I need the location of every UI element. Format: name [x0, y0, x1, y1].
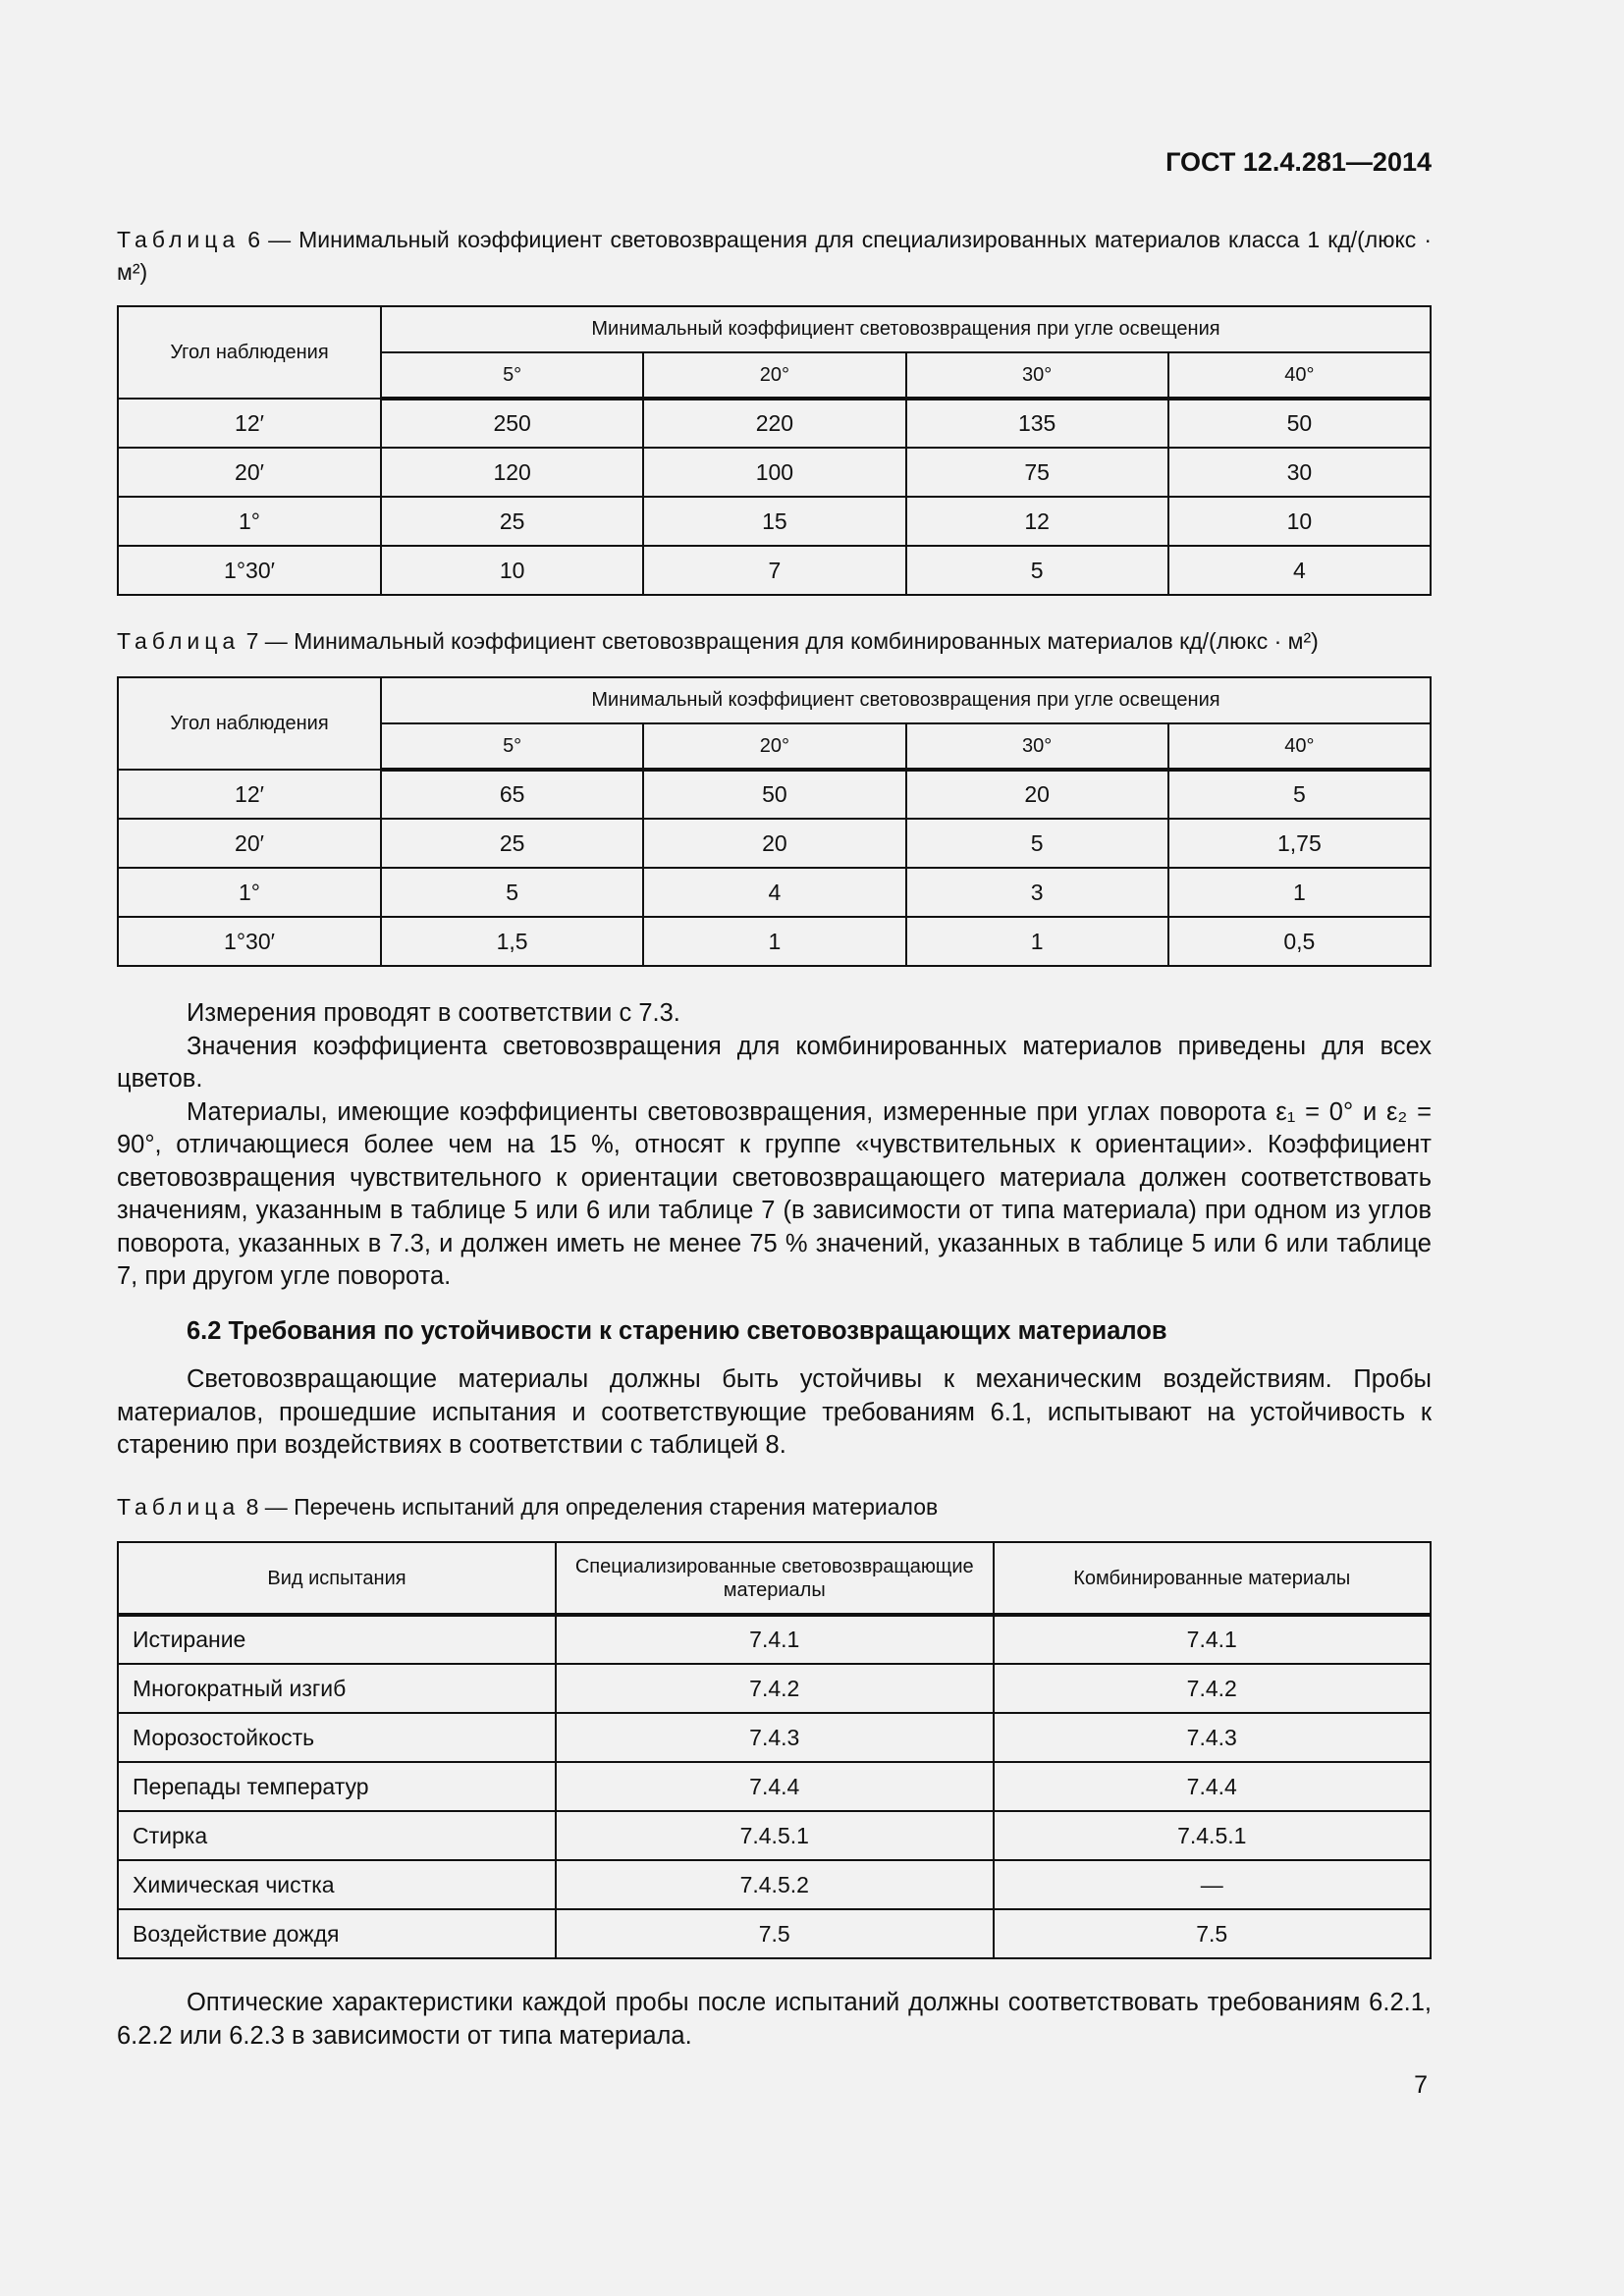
table7-row-angle: 1° — [118, 868, 381, 917]
table-cell: 7.4.1 — [994, 1615, 1432, 1664]
table-cell: 7.4.3 — [994, 1713, 1432, 1762]
table7-header-5: 5° — [381, 723, 643, 770]
table-cell: 50 — [1168, 399, 1431, 448]
table-row — [118, 868, 1431, 917]
table-row — [118, 1713, 1431, 1762]
table-cell: 10 — [1168, 497, 1431, 546]
document-code: ГОСТ 12.4.281—2014 — [1165, 147, 1432, 177]
table6-caption-text: 6 — Минимальный коэффициент световозвращения для специализированных материалов класса 1 кд/(люкс · м²) — [117, 227, 1432, 285]
table-cell: 25 — [381, 497, 643, 546]
body-text-final — [117, 1987, 1432, 2053]
table-cell: 65 — [381, 770, 643, 819]
paragraph: Значения коэффициента световозвращения для комбинированных материалов приведены для всех цветов. — [117, 1032, 1432, 1093]
table-cell: 7.4.5.1 — [994, 1811, 1432, 1860]
table-row — [118, 770, 1431, 819]
table6-row-angle: 1° — [118, 497, 381, 546]
table-cell: 7.4.5.2 — [556, 1860, 994, 1909]
table-row — [118, 448, 1431, 497]
table-cell: 7.5 — [556, 1909, 994, 1958]
table-cell: 4 — [643, 868, 905, 917]
table-cell: 7.4.4 — [556, 1762, 994, 1811]
table-cell: 1,5 — [381, 917, 643, 966]
table6-header-5: 5° — [381, 352, 643, 399]
table-cell: 30 — [1168, 448, 1431, 497]
table7-header-20: 20° — [643, 723, 905, 770]
table-cell: 20 — [643, 819, 905, 868]
table6-header-group: Минимальный коэффициент световозвращения при угле освещения — [381, 306, 1431, 352]
page-number: 7 — [1414, 2071, 1428, 2099]
table-cell: 1 — [906, 917, 1168, 966]
table6-row-angle: 20′ — [118, 448, 381, 497]
table-cell: 5 — [1168, 770, 1431, 819]
table6-header-angle: Угол наблюдения — [118, 306, 381, 399]
table-cell: 220 — [643, 399, 905, 448]
table-cell: 7.4.2 — [556, 1664, 994, 1713]
paragraph: Оптические характеристики каждой пробы после испытаний должны соответствовать требованиям 6.2.1, 6.2.2 или 6.2.3 в зависимости от типа материала. — [117, 1989, 1432, 2050]
table-cell: 5 — [381, 868, 643, 917]
table7 — [117, 676, 1432, 967]
table-cell: 7.5 — [994, 1909, 1432, 1958]
table8-test-name: Морозостойкость — [118, 1713, 556, 1762]
table7-row-angle: 20′ — [118, 819, 381, 868]
table7-header-angle: Угол наблюдения — [118, 677, 381, 770]
table-cell: 100 — [643, 448, 905, 497]
table7-caption-label: Таблица — [117, 628, 241, 654]
table7-header-group: Минимальный коэффициент световозвращения при угле освещения — [381, 677, 1431, 723]
table-cell: 7.4.5.1 — [556, 1811, 994, 1860]
table-cell: 7.4.1 — [556, 1615, 994, 1664]
table-cell: 50 — [643, 770, 905, 819]
table6-header-30: 30° — [906, 352, 1168, 399]
table8-header-combined: Комбинированные материалы — [994, 1542, 1432, 1615]
table7-caption — [117, 625, 1432, 658]
table-cell: 3 — [906, 868, 1168, 917]
paragraph: Материалы, имеющие коэффициенты световозвращения, измеренные при углах поворота ε₁ = 0° и ε₂ = 90°, отличающиеся более чем на 15 %, относят к группе «чувствительных к ориентации». Коэффициент световозвращения чувствительного к ориентации световозвращающего материала должен соответствовать значениям, указанным в таблице 5 или 6 или таблице 7 (в зависимости от типа материала) при одном из углов поворота, указанных в 7.3, и должен иметь не менее 75 % значений, указанных в таблице 5 или 6 или таблице 7, при другом угле поворота. — [117, 1097, 1432, 1290]
table-cell: 7.4.2 — [994, 1664, 1432, 1713]
table-cell: 15 — [643, 497, 905, 546]
table-cell: 7.4.4 — [994, 1762, 1432, 1811]
table8 — [117, 1541, 1432, 1959]
table-cell: 7.4.3 — [556, 1713, 994, 1762]
table6-header-40: 40° — [1168, 352, 1431, 399]
table-row — [118, 1664, 1431, 1713]
table-row — [118, 497, 1431, 546]
table-cell: 5 — [906, 819, 1168, 868]
table8-test-name: Стирка — [118, 1811, 556, 1860]
table7-row-angle: 1°30′ — [118, 917, 381, 966]
table8-test-name: Воздействие дождя — [118, 1909, 556, 1958]
table7-caption-text: 7 — Минимальный коэффициент световозвращения для комбинированных материалов кд/(люкс · м²) — [240, 628, 1319, 654]
table-cell: 10 — [381, 546, 643, 595]
table6-caption — [117, 224, 1432, 289]
table-cell: 75 — [906, 448, 1168, 497]
table-cell: 5 — [906, 546, 1168, 595]
table-cell: 4 — [1168, 546, 1431, 595]
paragraph: Измерения проводят в соответствии с 7.3. — [187, 999, 680, 1027]
table-cell: — — [994, 1860, 1432, 1909]
table6-header-20: 20° — [643, 352, 905, 399]
table-row — [118, 1762, 1431, 1811]
table8-header-test: Вид испытания — [118, 1542, 556, 1615]
table-row — [118, 1860, 1431, 1909]
table6-row-angle: 1°30′ — [118, 546, 381, 595]
table8-caption-text: 8 — Перечень испытаний для определения старения материалов — [240, 1494, 939, 1520]
table8-test-name: Перепады температур — [118, 1762, 556, 1811]
table-cell: 135 — [906, 399, 1168, 448]
table-cell: 1 — [643, 917, 905, 966]
table7-row-angle: 12′ — [118, 770, 381, 819]
table-cell: 250 — [381, 399, 643, 448]
table-row — [118, 1615, 1431, 1664]
table-cell: 12 — [906, 497, 1168, 546]
table-row — [118, 1909, 1431, 1958]
table6 — [117, 305, 1432, 596]
table8-caption-label: Таблица — [117, 1494, 241, 1520]
table-cell: 25 — [381, 819, 643, 868]
body-text-section-6-2 — [117, 1363, 1432, 1463]
table-cell: 7 — [643, 546, 905, 595]
body-text-measurements — [117, 997, 1432, 1294]
table8-caption — [117, 1491, 1432, 1523]
table7-header-40: 40° — [1168, 723, 1431, 770]
table-cell: 20 — [906, 770, 1168, 819]
table8-test-name: Истирание — [118, 1615, 556, 1664]
paragraph: Световозвращающие материалы должны быть устойчивы к механическим воздействиям. Пробы материалов, прошедшие испытания и соответствующие требованиям 6.1, испытывают на устойчивость к старению при воздействиях в соответствии с таблицей 8. — [117, 1365, 1432, 1459]
table8-test-name: Многократный изгиб — [118, 1664, 556, 1713]
table6-row-angle: 12′ — [118, 399, 381, 448]
table-cell: 120 — [381, 448, 643, 497]
table-cell: 0,5 — [1168, 917, 1431, 966]
table-row — [118, 819, 1431, 868]
table6-caption-label: Таблица — [117, 227, 241, 252]
table8-header-specialized: Специализированные световозвращающие материалы — [556, 1542, 994, 1615]
table-row — [118, 546, 1431, 595]
table8-test-name: Химическая чистка — [118, 1860, 556, 1909]
table-row — [118, 917, 1431, 966]
table-row — [118, 1811, 1431, 1860]
table-row — [118, 399, 1431, 448]
section-heading-6-2: 6.2 Требования по устойчивости к старению световозвращающих материалов — [187, 1317, 1167, 1345]
table-cell: 1 — [1168, 868, 1431, 917]
table-cell: 1,75 — [1168, 819, 1431, 868]
table7-header-30: 30° — [906, 723, 1168, 770]
